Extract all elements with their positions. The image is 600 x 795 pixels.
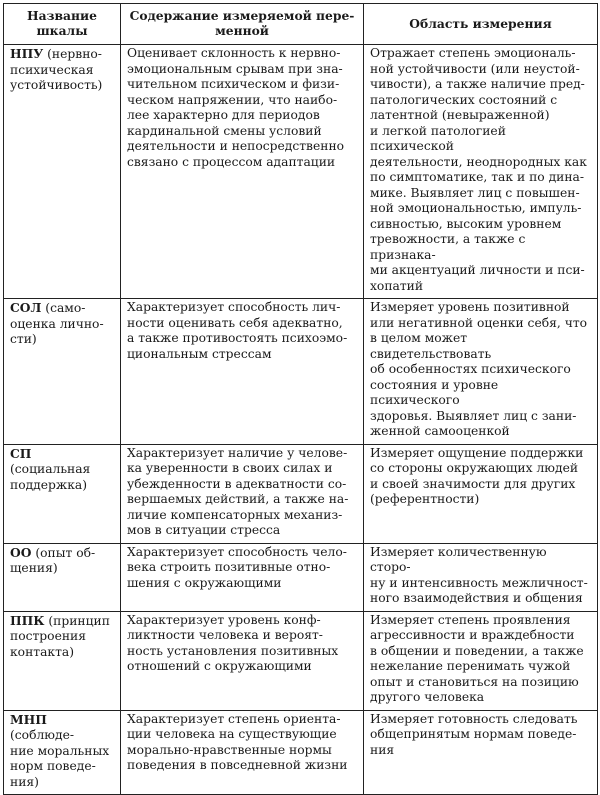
scale-abbr: МНП bbox=[10, 711, 47, 727]
scale-name-cell bbox=[4, 444, 121, 543]
header-variable-content: Содержание измеряемой пере- менной bbox=[121, 4, 364, 45]
variable-content-cell: Характеризует способность лич- ности оценивать себя адекватно, а также противостоять психоэмо- циональным стрессам bbox=[121, 299, 364, 445]
table-row bbox=[4, 299, 598, 445]
scale-full-name: (социальная поддержка) bbox=[10, 462, 91, 492]
variable-content-cell: Характеризует наличие у челове- ка уверенности в своих силах и убежденности в адекватности со- вершаемых действий, а также на- личие компенсаторных механиз- мов в ситуации стресса bbox=[121, 444, 364, 543]
variable-content-cell: Оценивает склонность к нервно- эмоциональным срывам при зна- чительном психическом и физи- ческом напряжении, что наибо- лее характерно для периодов кардинальной смены условий деятельности и непосредственно связано с процессом адаптации bbox=[121, 45, 364, 299]
measurement-area-cell: Измеряет степень проявления агрессивности и враждебности в общении и поведении, а также нежелание перенимать чужой опыт и становиться на позицию другого человека bbox=[364, 611, 598, 710]
scale-name-cell bbox=[4, 299, 121, 445]
table-row bbox=[4, 543, 598, 611]
variable-content-cell: Характеризует уровень конф- ликтности человека и вероят- ность установления позитивных отношений с окружающими bbox=[121, 611, 364, 710]
measurement-area-cell: Измеряет ощущение поддержки со стороны окружающих людей и своей значимости для других (референтности) bbox=[364, 444, 598, 543]
scale-name-cell bbox=[4, 710, 121, 795]
scale-full-name: (соблюде- ние моральных норм поведе- ния) bbox=[10, 728, 110, 789]
scale-full-name: (само- оценка лично- сти) bbox=[10, 301, 104, 346]
variable-content-cell: Характеризует способность чело- века строить позитивные отно- шения с окружающими bbox=[121, 543, 364, 611]
measurement-area-cell: Измеряет готовность следовать общепринятым нормам поведе- ния bbox=[364, 710, 598, 795]
scale-abbr: ППК bbox=[10, 612, 45, 628]
scale-abbr: СОЛ bbox=[10, 300, 42, 315]
scale-name-cell bbox=[4, 611, 121, 710]
scale-full-name: (опыт об- щения) bbox=[10, 545, 96, 575]
scale-abbr: СП bbox=[10, 445, 32, 461]
table-row bbox=[4, 45, 598, 299]
header-measurement-area: Область измерения bbox=[364, 4, 598, 45]
measurement-area-cell: Отражает степень эмоциональ- ной устойчивости (или неустой- чивости), а также наличие пред- патологических состояний с латентной (невыраженной) и легкой патологией психической деятельности, неоднородных как по симптоматике, так и по дина- мике. Выявляет лиц с повышен- ной эмоциональностью, импуль- сивностью, высоким уровнем тревожности, а также с признака- ми акцентуаций личности и пси- хопатий bbox=[364, 45, 598, 299]
table-header-row bbox=[4, 4, 598, 45]
measurement-area-cell: Измеряет количественную сторо- ну и интенсивность межличност- ного взаимодействия и общения bbox=[364, 543, 598, 611]
scale-full-name: (принцип построения контакта) bbox=[10, 613, 110, 659]
scale-full-name: (нервно- психическая устойчивость) bbox=[10, 47, 103, 92]
header-scale-name: Название шкалы bbox=[4, 4, 121, 45]
variable-content-cell: Характеризует степень ориента- ции человека на существующие морально-нравственные нормы поведения в повседневной жизни bbox=[121, 710, 364, 795]
table-row bbox=[4, 444, 598, 543]
measurement-area-cell: Измеряет уровень позитивной или негативной оценки себя, что в целом может свидетельствовать об особенностях психического состояния и уровне психического здоровья. Выявляет лиц с зани- женной самооценкой bbox=[364, 299, 598, 445]
table-row bbox=[4, 710, 598, 795]
scale-abbr: НПУ bbox=[10, 46, 44, 61]
scale-name-cell bbox=[4, 45, 121, 299]
scales-table bbox=[3, 3, 598, 795]
scale-abbr: ОО bbox=[10, 544, 32, 560]
table-row bbox=[4, 611, 598, 710]
scale-name-cell bbox=[4, 543, 121, 611]
